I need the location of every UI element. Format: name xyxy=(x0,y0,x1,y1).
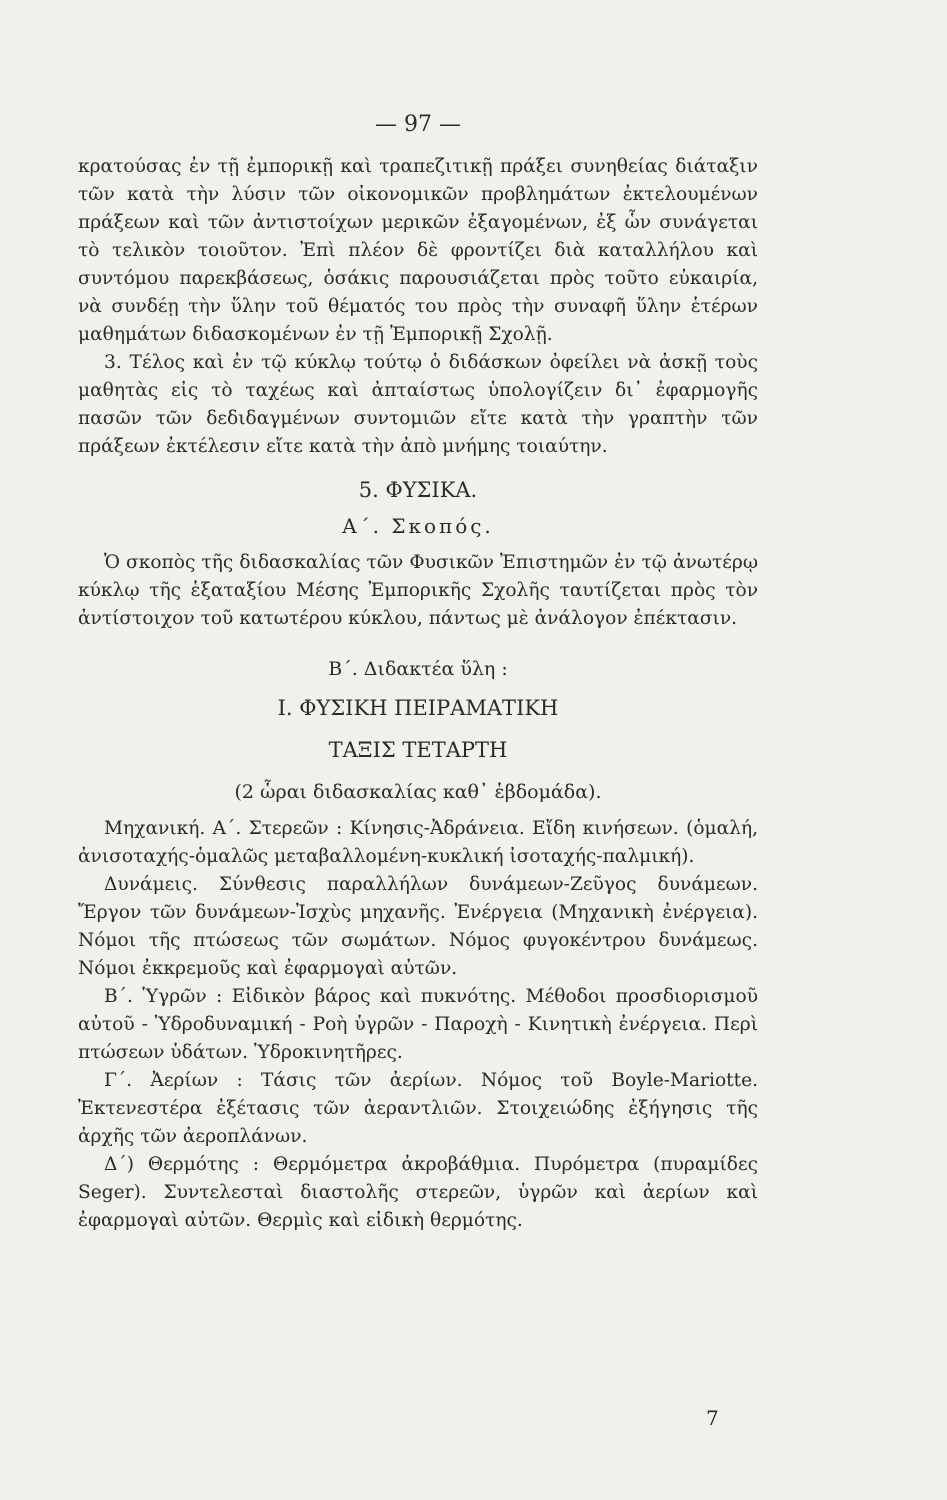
page-number: — 97 — xyxy=(375,112,461,137)
mechanics-paragraph: Μηχανική. Α΄. Στερεῶν : Κίνησις-Ἀδράνεια. Εἴδη κινήσεων. (ὁμαλή, ἀνισοταχής-ὁμαλῶς μεταβαλλομένη-κυκλική ἰσοταχής-παλμική). xyxy=(78,818,758,867)
forces-paragraph: Δυνάμεις. Σύνθεσις παραλλήλων δυνάμεων-Ζεῦγος δυνάμεων. Ἔργον τῶν δυνάμεων-Ἰσχὺς μηχανῆς. Ἐνέργεια (Μηχανικὴ ἐνέργεια). Νόμοι τῆς πτώσεως τῶν σωμάτων. Νόμος φυγοκέντρου δυνάμεως. Νόμοι ἐκκρεμοῦς καὶ ἐφαρμογαὶ αὐτῶν. xyxy=(78,874,758,979)
signature-mark: 7 xyxy=(706,1406,719,1430)
liquids-paragraph: Β΄. Ὑγρῶν : Εἰδικὸν βάρος καὶ πυκνότης. Μέθοδοι προσδιορισμοῦ αὐτοῦ - Ὑδροδυναμική - Ροὴ ὑγρῶν - Παροχὴ - Κινητικὴ ἐνέργεια. Περὶ πτώσεων ὑδάτων. Ὑδροκινητῆρες. xyxy=(78,986,758,1063)
heading-experimental-physics: Ι. ΦΥΣΙΚΗ ΠΕΙΡΑΜΑΤΙΚΗ xyxy=(277,696,559,720)
gases-paragraph: Γ΄. Ἀερίων : Τάσις τῶν ἀερίων. Νόμος τοῦ Boyle-Mariotte. Ἐκτενεστέρα ἐξέτασις τῶν ἀεραντλιῶν. Στοιχειώδης ἐξήγησις τῆς ἀρχῆς τῶν ἀεροπλάνων. xyxy=(78,1070,758,1147)
purpose-paragraph: Ὁ σκοπὸς τῆς διδασκαλίας τῶν Φυσικῶν Ἐπιστημῶν ἐν τῷ ἀνωτέρῳ κύκλῳ τῆς ἑξαταξίου Μέσης Ἐμπορικῆς Σχολῆς ταυτίζεται πρὸς τὸν ἀντίστοιχον τοῦ κατωτέρου κύκλου, πάντως μὲ ἀνάλογον ἐπέκτασιν. xyxy=(78,552,758,629)
hours-note: (2 ὧραι διδασκαλίας καθ᾽ ἑβδομάδα). xyxy=(234,781,602,803)
subheading-teaching-material: Β΄. Διδακτέα ὕλη : xyxy=(328,658,508,680)
heading-fourth-class: ΤΑΞΙΣ ΤΕΤΑΡΤΗ xyxy=(328,738,508,762)
section-title: 5. ΦΥΣΙΚΑ. xyxy=(358,478,478,502)
point-3-paragraph: 3. Τέλος καὶ ἐν τῷ κύκλῳ τούτῳ ὁ διδάσκων ὀφείλει νὰ ἀσκῇ τοὺς μαθητὰς εἰς τὸ ταχέως καὶ ἀπταίστως ὑπολογίζειν δι᾽ ἐφαρμογῆς πασῶν τῶν δεδιδαγμένων συντομιῶν εἴτε κατὰ τὴν γραπτὴν τῶν πράξεων ἐκτέλεσιν εἴτε κατὰ τὴν ἀπὸ μνήμης τοιαύτην. xyxy=(78,352,758,457)
intro-paragraph: κρατούσας ἐν τῇ ἐμπορικῇ καὶ τραπεζιτικῇ πράξει συνηθείας διάταξιν τῶν κατὰ τὴν λύσιν τῶν οἰκονομικῶν προβλημάτων ἐκτελουμένων πράξεων καὶ τῶν ἀντιστοίχων μερικῶν ἐξαγομένων, ἐξ ὧν συνάγεται τὸ τελικὸν τοιοῦτον. Ἐπὶ πλέον δὲ φροντίζει διὰ καταλλήλου καὶ συντόμου παρεκβάσεως, ὁσάκις παρουσιάζεται πρὸς τοῦτο εὐκαιρία, νὰ συνδέῃ τὴν ὕλην τοῦ θέματός του πρὸς τὴν συναφῆ ὕλην ἑτέρων μαθημάτων διδασκομένων ἐν τῇ Ἐμπορικῇ Σχολῇ. xyxy=(78,156,758,345)
page-body xyxy=(78,112,758,1235)
heat-paragraph: Δ΄) Θερμότης : Θερμόμετρα ἀκροβάθμια. Πυρόμετρα (πυραμίδες Seger). Συντελεσταὶ διαστολῆς στερεῶν, ὑγρῶν καὶ ἀερίων καὶ ἐφαρμογαὶ αὐτῶν. Θερμὶς καὶ εἰδικὴ θερμότης. xyxy=(78,1154,758,1231)
section-subtitle: Α΄. Σκοπός. xyxy=(342,514,494,538)
